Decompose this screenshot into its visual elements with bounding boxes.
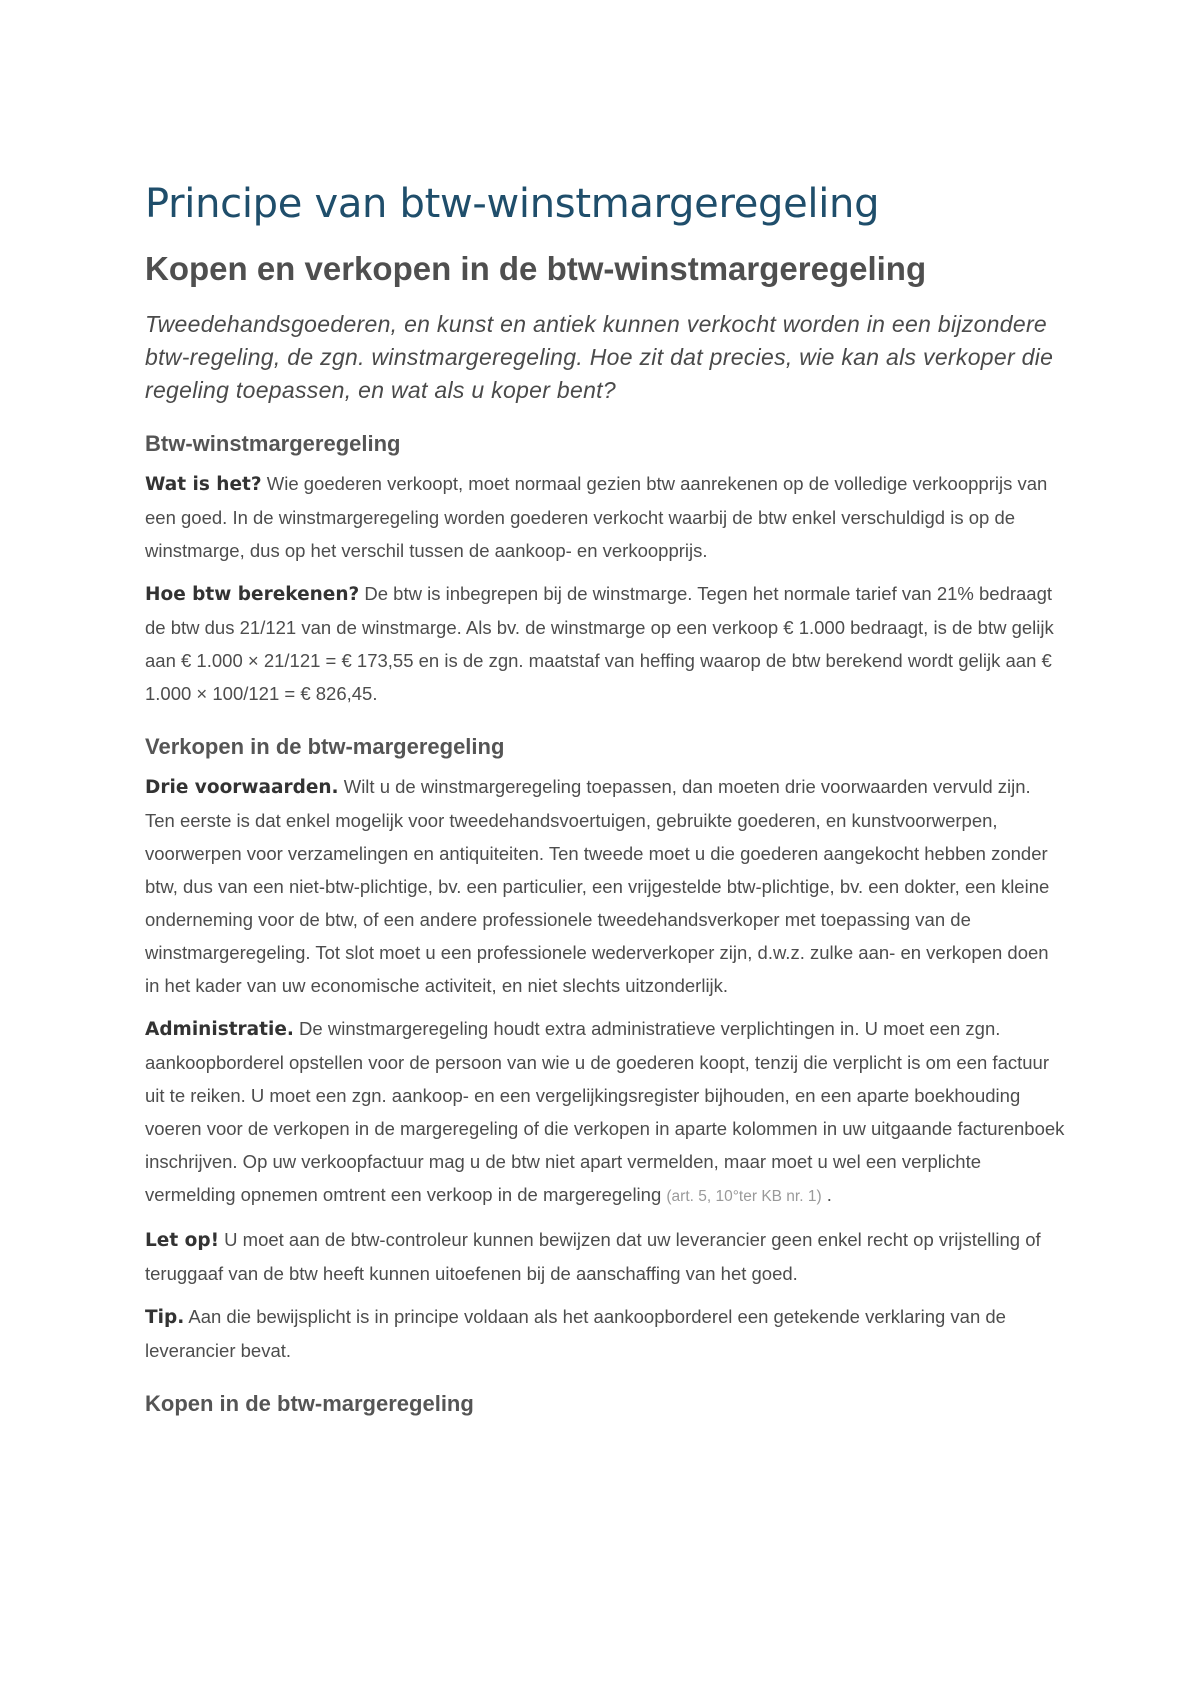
section-heading-verkopen: Verkopen in de btw-margeregeling — [145, 734, 505, 759]
paragraph-lead: Administratie. — [145, 1019, 294, 1040]
paragraph-text: Wie goederen verkoopt, moet normaal gezien btw aanrekenen op de volledige verkoopprijs van een goed. In de winstmargeregeling worden goederen verkocht waarbij de btw enkel verschuldigd is op de winstmarge, dus op het verschil tussen de aankoop- en verkoopprijs. — [145, 473, 1048, 561]
paragraph-let-op — [145, 1223, 1065, 1290]
paragraph-text: U moet aan de btw-controleur kunnen bewijzen dat uw leverancier geen enkel recht op vrijstelling of teruggaaf van de btw heeft kunnen uitoefenen bij de aanschaffing van het goed. — [145, 1229, 1041, 1284]
paragraph-hoe-btw-berekenen — [145, 577, 1065, 710]
document-page — [145, 178, 1065, 1427]
intro-paragraph: Tweedehandsgoederen, en kunst en antiek kunnen verkocht worden in een bijzondere btw-regeling, de zgn. winstmargeregeling. Hoe zit dat precies, wie kan als verkoper die regeling toepassen, en wat als u koper bent? — [145, 311, 1054, 403]
paragraph-lead: Let op! — [145, 1230, 220, 1251]
section-heading-btw-winstmargeregeling: Btw-winstmargeregeling — [145, 431, 401, 456]
paragraph-wat-is-het — [145, 467, 1065, 567]
paragraph-lead: Wat is het? — [145, 474, 262, 495]
paragraph-lead: Drie voorwaarden. — [145, 777, 339, 798]
paragraph-lead: Hoe btw berekenen? — [145, 584, 360, 605]
paragraph-administratie — [145, 1012, 1065, 1213]
page-subtitle: Kopen en verkopen in de btw-winstmargeregeling — [145, 250, 927, 287]
paragraph-lead: Tip. — [145, 1307, 185, 1328]
paragraph-tail: . — [821, 1184, 832, 1205]
section-heading-kopen: Kopen in de btw-margeregeling — [145, 1391, 474, 1416]
paragraph-drie-voorwaarden — [145, 770, 1065, 1002]
paragraph-text: De winstmargeregeling houdt extra administratieve verplichtingen in. U moet een zgn. aankoopborderel opstellen voor de persoon van wie u de goederen koopt, tenzij die verplicht is om een factuur uit te reiken. U moet een zgn. aankoop- en een vergelijkingsregister bijhouden, en een aparte boekhouding voeren voor de verkopen in de margeregeling of die verkopen in aparte kolommen in uw uitgaande facturenboek inschrijven. Op uw verkoopfactuur mag u de btw niet apart vermelden, maar moet u wel een verplichte vermelding opnemen omtrent een verkoop in de margeregeling — [145, 1018, 1065, 1205]
paragraph-text: Wilt u de winstmargeregeling toepassen, dan moeten drie voorwaarden vervuld zijn. Ten eerste is dat enkel mogelijk voor tweedehandsvoertuigen, gebruikte goederen, en kunstvoorwerpen, voorwerpen voor verzamelingen en antiquiteiten. Ten tweede moet u die goederen aangekocht hebben zonder btw, dus van een niet-btw-plichtige, bv. een particulier, een vrijgestelde btw-plichtige, bv. een dokter, een kleine onderneming voor de btw, of een andere professionele tweedehandsverkoper met toepassing van de winstmargeregeling. Tot slot moet u een professionele wederverkoper zijn, d.w.z. zulke aan- en verkopen doen in het kader van uw economische activiteit, en niet slechts uitzonderlijk. — [145, 776, 1050, 996]
paragraph-tip — [145, 1300, 1065, 1367]
page-title: Principe van btw-winstmargeregeling — [145, 181, 880, 227]
legal-reference-link[interactable]: (art. 5, 10°ter KB nr. 1) — [666, 1188, 822, 1205]
paragraph-text: De btw is inbegrepen bij de winstmarge. Tegen het normale tarief van 21% bedraagt de btw dus 21/121 van de winstmarge. Als bv. de winstmarge op een verkoop € 1.000 bedraagt, is de btw gelijk aan € 1.000 × 21/121 = € 173,55 en is de zgn. maatstaf van heffing waarop de btw berekend wordt gelijk aan € 1.000 × 100/121 = € 826,45. — [145, 583, 1054, 704]
paragraph-text: Aan die bewijsplicht is in principe voldaan als het aankoopborderel een getekende verklaring van de leverancier bevat. — [145, 1306, 1006, 1361]
